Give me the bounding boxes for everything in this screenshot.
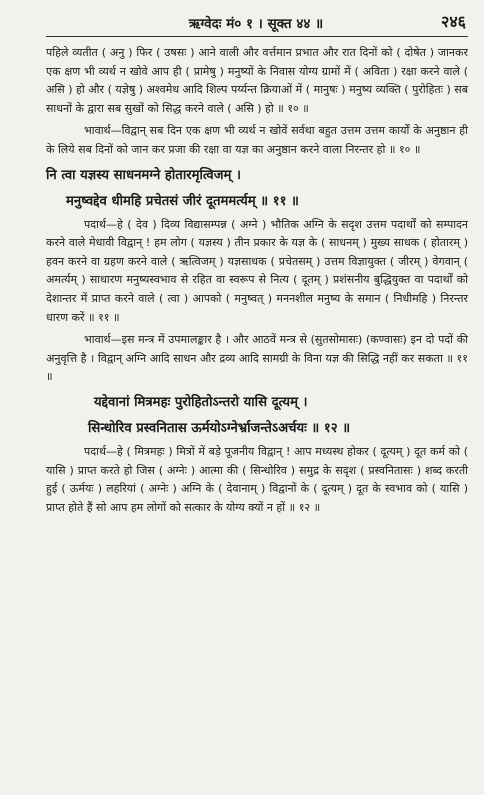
page-number: २४६ bbox=[441, 12, 466, 31]
padartha-paragraph-10: पहिले व्यतीत ( अनु ) फिर ( उषसः ) आने वाली और वर्त्तमान प्रभात और रात दिनों को ( दोषेत ) जानकर एक क्षण भी व्यर्थ न खोवे आप ही ( प्रामेषु ) मनुष्यों के निवास योग्य ग्रामों में ( अविता ) रक्षा करने वाले ( असि ) हो और ( यज्ञेषु ) अश्वमेध आदि शिल्प पर्य्यन्त क्रियाओं में ( मानुषः ) मनुष्य व्यक्ति ( पुरोहितः ) सब साधनों के द्वारा सब सुखों को सिद्ध करने वाले ( असि ) हो ॥ १० ॥ bbox=[46, 46, 468, 115]
bhavartha-paragraph-11: भावार्थ—इस मन्त्र में उपमालङ्कार है । और आठवें मन्त्र से (सुतसोमासः) (कण्वासः) इन दो पदों की अनुवृत्ति है । विद्वान् अग्नि आदि साधन और द्रव्य आदि सामग्री के विना यज्ञ की सिद्धि नहीं कर सकता ॥ ११ ॥ bbox=[46, 333, 468, 384]
mantra-11-line-1: नि त्वा यज्ञस्य साधनमग्ने होतारमृत्विजम् । bbox=[46, 167, 242, 183]
bhavartha-paragraph-10: भावार्थ—विद्वान् सब दिन एक क्षण भी व्यर्थ न खोवें सर्वथा बहुत उत्तम उत्तम कार्यों के अनुष्ठान ही के लिये सब दिनों को जान कर प्रजा की रक्षा वा यज्ञ का अनुष्ठान करने वाला निरन्तर हो ॥ १० ॥ bbox=[46, 124, 468, 156]
running-title: ऋग्वेदः मं० १ । सूक्त ४४ ॥ bbox=[188, 16, 324, 32]
mantra-12-line-2: सिन्धोरिव प्रस्वनितास ऊर्मयोऽग्नेर्भ्राजन्तेऽअर्चयः ॥ १२ ॥ bbox=[88, 420, 351, 436]
mantra-12-line-1: यद्देवानां मित्रमहः पुरोहितोऽन्तरो यासि दूत्यम् । bbox=[94, 394, 308, 410]
page-body bbox=[46, 44, 468, 517]
padartha-paragraph-12: पदार्थ—हे ( मित्रमहः ) मित्रों में बड़े पूजनीय विद्वान् ! आप मध्यस्थ होकर ( दूत्यम् ) दूत कर्म को ( यासि ) प्राप्त करते हो जिस ( अग्नेः ) आत्मा की ( सिन्धोरिव ) समुद्र के सदृश ( प्रस्वनितासः ) शब्द करती हुई ( ऊर्मयः ) लहरियां ( अग्नेः ) अग्नि के ( देवानाम् ) विद्वानों के ( दूत्यम् ) दूत के स्वभाव को ( यासि ) प्राप्त होते हैं सो आप हम लोगों को सत्कार के योग्य क्यों न हों ॥ १२ ॥ bbox=[46, 444, 468, 514]
mantra-11-line-2: मनुष्वद्देव धीमहि प्रचेतसं जीरं दूतममर्त्यम् ॥ ११ ॥ bbox=[66, 193, 299, 209]
page-header bbox=[46, 6, 466, 34]
header-rule bbox=[46, 36, 468, 37]
padartha-paragraph-11: पदार्थ—हे ( देव ) दिव्य विद्यासम्पन्न ( अग्ने ) भौतिक अग्नि के सदृश उत्तम पदार्थों को सम्पादन करने वाले मेधावी विद्वान् ! हम लोग ( यज्ञस्य ) तीन प्रकार के यज्ञ के ( साधनम् ) मुख्य साधक ( होतारम् ) हवन करने वा ग्रहण करने वाले ( ऋत्विजम् ) यज्ञसाधक ( प्रचेतसम् ) उत्तम विज्ञायुक्त ( जीरम् ) वेगवान् ( अमर्त्यम् ) साधारण मनुष्यस्वभाव से रहित वा स्वरूप से नित्य ( दूतम् ) प्रशंसनीय बुद्धियुक्त वा पदार्थों को देशान्तर में प्राप्त करने वाले ( त्वा ) आपको ( मनुष्वत् ) मननशील मनुष्य के समान ( निधीमहि ) निरन्तर धारण करें ॥ ११ ॥ bbox=[46, 217, 468, 324]
